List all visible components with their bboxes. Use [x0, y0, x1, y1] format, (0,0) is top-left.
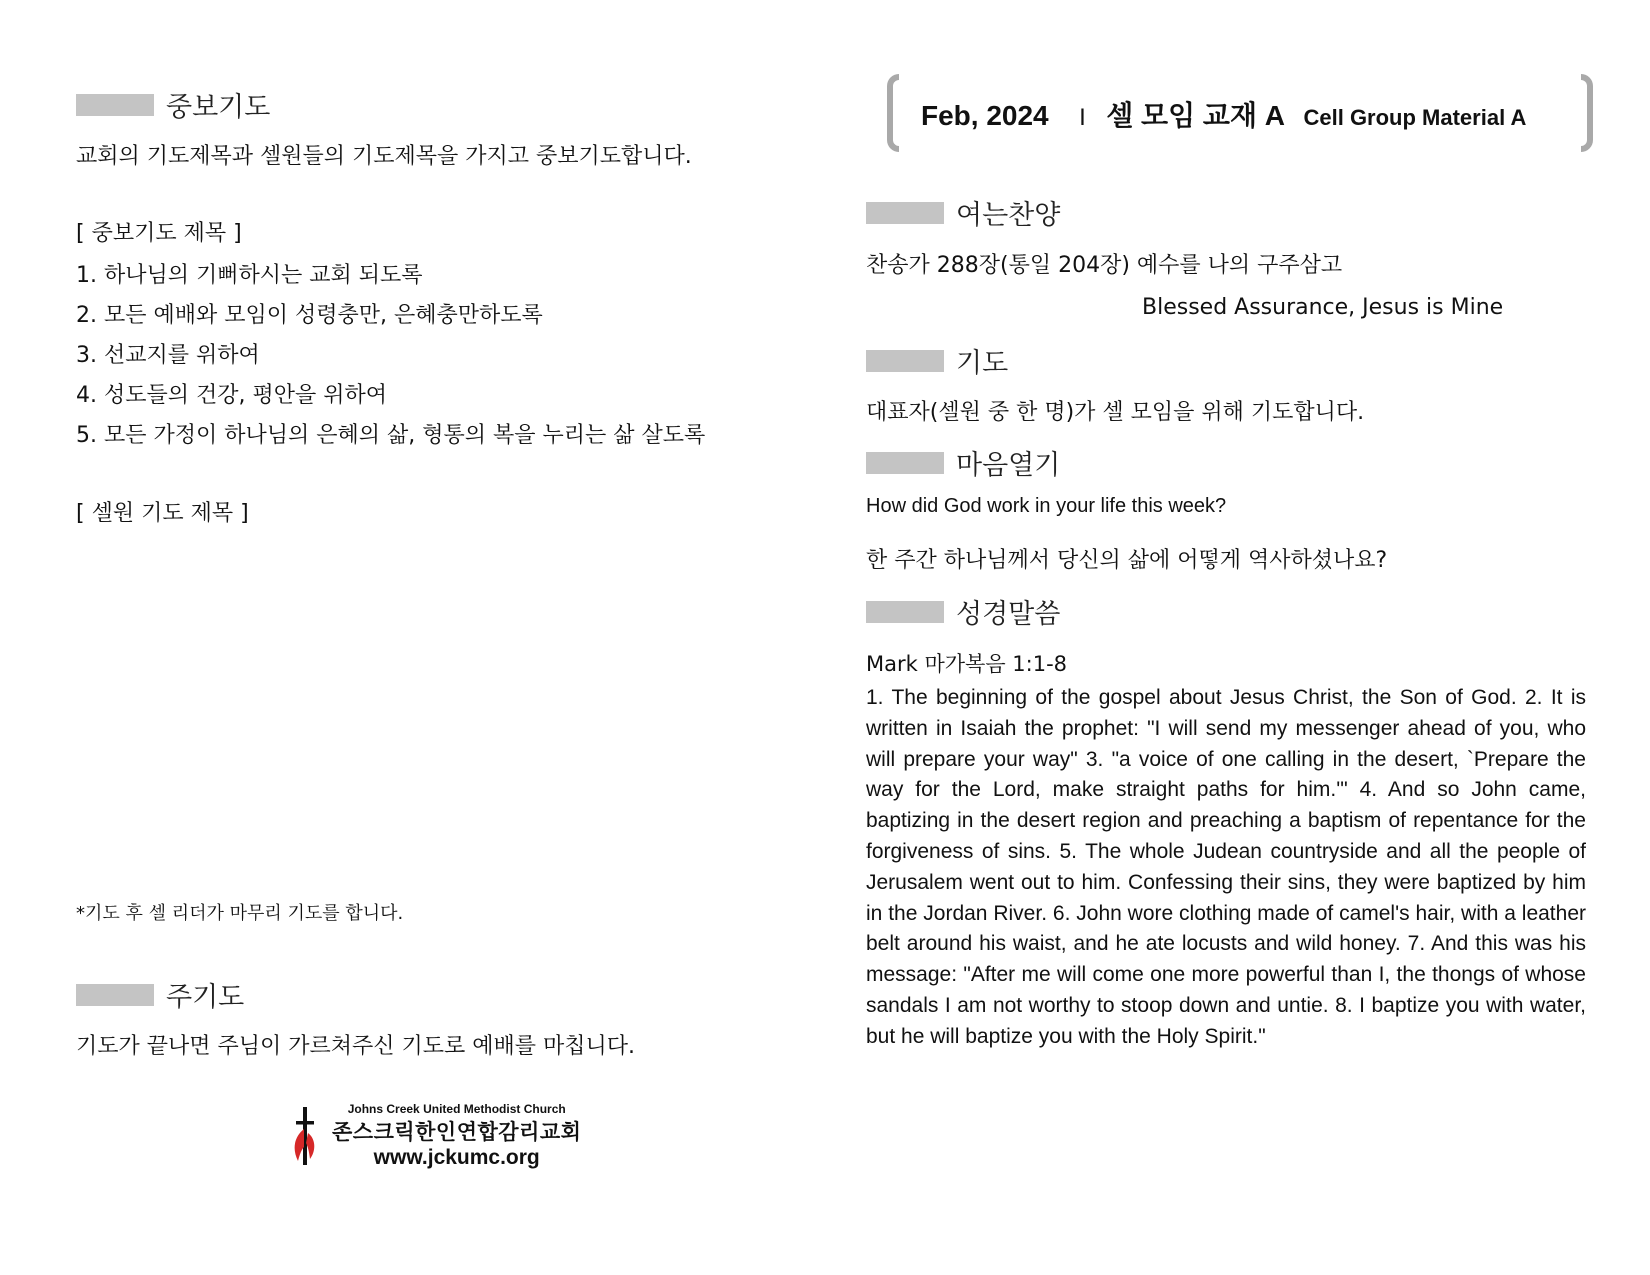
intercession-heading	[76, 85, 270, 124]
intercession-topic-5: 5. 모든 가정이 하나님의 은혜의 삶, 형통의 복을 누리는 삶 살도록	[76, 423, 706, 448]
left-bracket	[887, 74, 899, 152]
material-title-korean: 셀 모임 교재 A	[1106, 100, 1286, 131]
prayer-title: 기도	[956, 348, 1009, 379]
intercession-title: 중보기도	[166, 92, 271, 123]
scripture-heading	[866, 592, 1060, 631]
heading-bar	[866, 350, 944, 372]
opening-hymn-title: 여는찬양	[956, 200, 1061, 231]
right-bracket	[1581, 74, 1593, 152]
intercession-topics-heading: [ 중보기도 제목 ]	[76, 221, 242, 246]
logo-english-name: Johns Creek United Methodist Church	[347, 1102, 566, 1116]
material-date: Feb, 2024	[921, 100, 1049, 131]
scripture-title: 성경말씀	[956, 599, 1061, 630]
open-heart-title: 마음열기	[956, 450, 1061, 481]
opening-hymn-heading	[866, 193, 1060, 232]
church-logo	[292, 1102, 581, 1170]
cell-topics-heading: [ 셀원 기도 제목 ]	[76, 501, 249, 526]
intercession-intro: 교회의 기도제목과 셀원들의 기도제목을 가지고 중보기도합니다.	[76, 144, 692, 169]
open-heart-heading	[866, 443, 1060, 482]
scripture-reference: Mark 마가복음 1:1-8	[866, 652, 1068, 676]
material-title-english: Cell Group Material A	[1303, 105, 1527, 130]
cross-flame-icon	[292, 1107, 318, 1165]
church-website: www.jckumc.org	[373, 1146, 540, 1169]
heading-bar	[866, 202, 944, 224]
material-title-box	[887, 74, 1593, 152]
hymn-korean: 찬송가 288장(통일 204장) 예수를 나의 구주삼고	[866, 253, 1343, 278]
logo-korean-name: 존스크릭한인연합감리교회	[332, 1120, 582, 1144]
intercession-topic-1: 1. 하나님의 기뻐하시는 교회 되도록	[76, 263, 423, 288]
prayer-heading	[866, 341, 1008, 380]
heading-bar	[866, 452, 944, 474]
heading-bar	[866, 601, 944, 623]
heading-bar	[76, 984, 154, 1006]
question-english: How did God work in your life this week?	[866, 495, 1227, 517]
heading-bar	[76, 94, 154, 116]
lords-prayer-title: 주기도	[166, 982, 245, 1013]
hymn-english: Blessed Assurance, Jesus is Mine	[1142, 295, 1504, 320]
title-separator: I	[1079, 104, 1086, 131]
intercession-topic-2: 2. 모든 예배와 모임이 성령충만, 은혜충만하도록	[76, 303, 543, 328]
lords-prayer-text: 기도가 끝나면 주님이 가르쳐주신 기도로 예배를 마칩니다.	[76, 1034, 636, 1059]
prayer-text: 대표자(셀원 중 한 명)가 셀 모임을 위해 기도합니다.	[866, 400, 1365, 425]
intercession-topic-4: 4. 성도들의 건강, 평안을 위하여	[76, 383, 387, 408]
question-korean: 한 주간 하나님께서 당신의 삶에 어떻게 역사하셨나요?	[866, 548, 1388, 573]
intercession-topic-3: 3. 선교지를 위하여	[76, 343, 260, 368]
lords-prayer-heading	[76, 975, 244, 1014]
scripture-passage: 1. The beginning of the gospel about Jesus Christ, the Son of God. 2. It is written in Isaiah the prophet: "I will send my messenger ahead of you, who will prepare your way" 3. "a voice of one calling in the desert, `Prepare the way for the Lord, make straight paths for him.'" 4. And so John came, baptizing in the desert region and preaching a baptism of repentance for the forgiveness of sins. 5. The whole Judean countryside and all the people of Jerusalem went out to him. Confessing their sins, they were baptized by him in the Jordan River. 6. John wore clothing made of camel's hair, with a leather belt around his waist, and he ate locusts and wild honey. 7. And this was his message: "After me will come one more powerful than I, the thongs of whose sandals I am not worthy to stoop down and untie. 8. I baptize you with water, but he will baptize you with the Holy Spirit."	[866, 686, 1586, 1048]
closing-prayer-note: *기도 후 셀 리더가 마무리 기도를 합니다.	[76, 903, 404, 924]
